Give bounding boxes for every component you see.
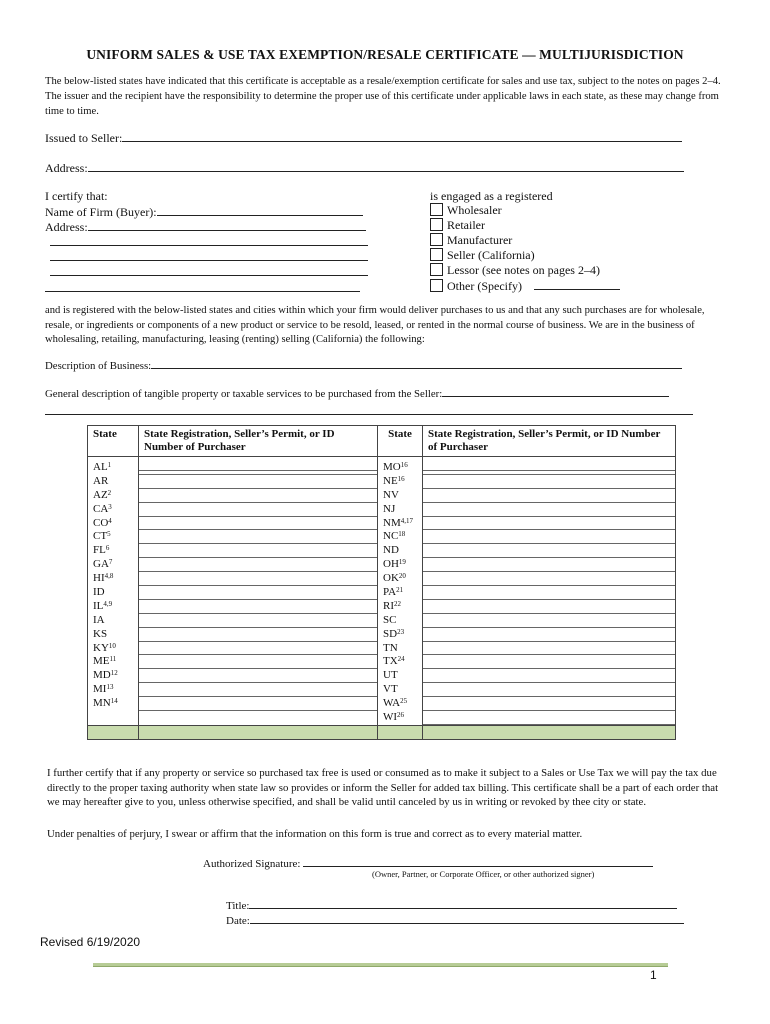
state-wi: WI$^{26}$ <box>383 711 405 724</box>
registration-number-field-ri[interactable] <box>423 600 675 614</box>
registration-number-field-mi[interactable] <box>139 683 377 697</box>
checkbox[interactable] <box>430 233 443 246</box>
state-id: ID <box>93 586 105 599</box>
issued-to-row <box>45 130 682 146</box>
state-co: $CO^4$ <box>93 516 112 529</box>
business-description-label: Description of Business: <box>45 360 152 372</box>
registration-number-field-nd[interactable] <box>423 544 675 558</box>
registration-number-field-tx[interactable] <box>423 655 675 669</box>
footnote-ref: 4,9 <box>103 599 113 608</box>
footer-rule <box>93 963 668 967</box>
page-number: 1 <box>650 968 657 982</box>
state-header: State <box>88 426 139 457</box>
state-mi: MI$^{13}$ <box>93 683 114 696</box>
buyer-address-field[interactable] <box>88 219 366 231</box>
state-ga: $GA^7$ <box>93 558 113 571</box>
registration-number-field-mn[interactable] <box>139 697 377 711</box>
registration-number-field-nm[interactable] <box>423 517 675 531</box>
intro-paragraph: The below-listed states have indicated that this certificate is acceptable as a resale/exemption certificate for sales and use tax, subject to the notes on pages 2–4. The issuer and the recipient have the responsibility to determine the proper use of this certificate under applicable laws in each state, as these may change from time to time. <box>45 76 721 117</box>
state-ar: AR <box>93 474 109 487</box>
registration-header-right: State Registration, Seller’s Permit, or ID Number of Purchaser <box>423 426 676 457</box>
state-nm: NM$^{4,17}$ <box>383 516 413 529</box>
buyer-address-row <box>45 219 366 235</box>
general-description-row <box>45 385 669 400</box>
state-registration-table <box>87 425 676 740</box>
registration-number-field-ks[interactable] <box>139 628 377 642</box>
signature-field[interactable] <box>303 855 653 867</box>
issued-to-field[interactable] <box>122 130 682 142</box>
date-label: Date: <box>226 915 250 927</box>
footnote-ref: 16 <box>400 461 408 469</box>
state-tn: TN <box>383 641 398 654</box>
title-row <box>226 897 677 912</box>
footnote-ref: 19 <box>398 558 406 567</box>
footnote-ref: 11 <box>109 655 117 664</box>
footnote-ref: 25 <box>400 697 408 706</box>
footnote-ref: 16 <box>397 474 405 483</box>
registration-number-field-nc[interactable] <box>423 530 675 544</box>
registration-number-field-ne[interactable] <box>423 475 675 489</box>
state-vt: VT <box>383 683 398 696</box>
footnote-ref: 2 <box>107 488 112 497</box>
state-me: ME$^{11}$ <box>93 655 117 668</box>
state-md: MD$^{12}$ <box>93 669 118 682</box>
registration-number-field-ia[interactable] <box>139 614 377 628</box>
checkbox[interactable] <box>430 203 443 216</box>
footnote-ref: 6 <box>105 544 110 553</box>
certify-label: I certify that: <box>45 189 108 203</box>
left-registration-fields <box>139 457 378 726</box>
state-mn: MN$^{14}$ <box>93 697 118 710</box>
firm-row <box>45 204 363 220</box>
footnote-ref: 4,8 <box>104 572 114 581</box>
registration-number-field-tn[interactable] <box>423 642 675 656</box>
footnote-ref: 12 <box>110 669 118 678</box>
checkbox[interactable] <box>430 279 443 292</box>
checkbox[interactable] <box>430 263 443 276</box>
registration-number-field-ky[interactable] <box>139 642 377 656</box>
state-fl: $FL^6$ <box>93 544 110 557</box>
state-wa: WA$^{25}$ <box>383 697 408 710</box>
registration-number-field-nj[interactable] <box>423 503 675 517</box>
registration-number-field-az[interactable] <box>139 489 377 503</box>
state-pa: PA$^{21}$ <box>383 586 404 599</box>
further-certify-paragraph: I further certify that if any property or service so purchased tax free is used or consumed as to make it subject to a Sales or Use Tax we will pay the tax due directly to the proper taxing authority when state law so provides or inform the Seller for added tax billing. This certificate shall be a part of each order that we may hereafter give to you, unless otherwise specified, and shall be valid until canceled by us in writing or revoked by thee city or state. <box>47 767 719 808</box>
footnote-ref: 5 <box>107 530 111 539</box>
option-seller-california[interactable]: Seller (California) <box>430 248 620 263</box>
registration-number-field-ca[interactable] <box>139 503 377 517</box>
state-ca: $CA^3$ <box>93 502 112 515</box>
issued-to-label: Issued to Seller: <box>45 131 123 145</box>
state-al: $AL^1$ <box>93 461 112 473</box>
registration-number-field-oh[interactable] <box>423 558 675 572</box>
footnote-ref: 13 <box>106 683 114 692</box>
title-field[interactable] <box>249 897 677 909</box>
state-nd: ND <box>383 544 399 557</box>
footnote-ref: 21 <box>396 586 404 595</box>
registration-type-options <box>430 203 620 293</box>
footnote-ref: 3 <box>108 502 112 511</box>
title-label: Title: <box>226 900 250 912</box>
registration-number-field-al[interactable] <box>139 461 377 475</box>
registration-number-field-wa[interactable] <box>423 697 675 711</box>
registration-number-field-co[interactable] <box>139 517 377 531</box>
seller-address-label: Address: <box>45 161 88 175</box>
state-tx: TX$^{24}$ <box>383 655 405 668</box>
option-other[interactable]: Other (Specify) <box>430 278 620 293</box>
checkbox[interactable] <box>430 248 443 261</box>
state-mo: MO$^{16}$ <box>383 461 408 473</box>
state-ut: UT <box>383 669 398 682</box>
state-ks: KS <box>93 627 108 640</box>
registered-paragraph: and is registered with the below-listed states and cities within which your firm would deliver purchases to us and that any such purchases are for wholesale, resale, or ingredients or components of a new product or service to be resold, leased, or rented in the normal course of business. We are in the business of wholesaling, retailing, manufacturing, leasing (renting) selling (California) the following: <box>45 305 705 345</box>
registration-number-field-fl[interactable] <box>139 544 377 558</box>
state-header-right: State <box>378 426 423 457</box>
registration-header: State Registration, Seller’s Permit, or ID Number of Purchaser <box>139 426 378 457</box>
footnote-ref: 26 <box>397 711 405 720</box>
option-wholesaler[interactable]: Wholesaler <box>430 203 620 218</box>
state-ky: KY$^{10}$ <box>93 641 116 654</box>
state-nv: NV <box>383 488 399 501</box>
state-nj: NJ <box>383 502 396 515</box>
footnote-ref: 1 <box>107 461 112 469</box>
state-sc: SC <box>383 613 397 626</box>
registration-number-field-ga[interactable] <box>139 558 377 572</box>
buyer-address-line-4[interactable] <box>50 264 368 276</box>
state-ct: $CT^5$ <box>93 530 111 543</box>
form-title: UNIFORM SALES & USE TAX EXEMPTION/RESALE CERTIFICATE — MULTIJURISDICTION <box>86 47 684 62</box>
state-il: IL$^{4,9}$ <box>93 599 113 612</box>
footnote-ref: 20 <box>398 572 406 581</box>
registration-number-field-vt[interactable] <box>423 683 675 697</box>
footnote-ref: 22 <box>394 599 401 608</box>
footnote-ref: 18 <box>398 530 406 539</box>
signature-label: Authorized Signature: <box>203 858 301 870</box>
state-az: $AZ^2$ <box>93 488 112 501</box>
left-state-list <box>88 457 139 726</box>
registration-number-field-sc[interactable] <box>423 614 675 628</box>
registration-number-field-nv[interactable] <box>423 489 675 503</box>
option-manufacturer[interactable]: Manufacturer <box>430 233 620 248</box>
registration-number-field-hi[interactable] <box>139 572 377 586</box>
footnote-ref: 10 <box>108 641 116 650</box>
table-footer-row <box>88 725 676 739</box>
buyer-address-label: Address: <box>45 220 88 234</box>
state-ia: IA <box>93 613 105 626</box>
footnote-ref: 4 <box>108 516 112 525</box>
firm-label: Name of Firm (Buyer): <box>45 205 157 219</box>
footnote-ref: 24 <box>397 655 405 664</box>
state-sd: SD$^{23}$ <box>383 627 405 640</box>
state-nc: NC$^{18}$ <box>383 530 406 543</box>
other-specify-field[interactable] <box>534 278 620 290</box>
registration-number-field-ut[interactable] <box>423 669 675 683</box>
option-lessor[interactable]: Lessor (see notes on pages 2–4) <box>430 263 620 278</box>
footnote-ref: 4,17 <box>400 516 413 525</box>
registration-number-field-md[interactable] <box>139 669 377 683</box>
revised-date: Revised 6/19/2020 <box>40 935 141 949</box>
general-description-field[interactable] <box>442 385 669 397</box>
buyer-address-line-5[interactable] <box>45 280 360 292</box>
registration-number-field-sd[interactable] <box>423 628 675 642</box>
business-description-row <box>45 357 682 372</box>
footnote-ref: 7 <box>108 558 113 567</box>
state-oh: OH$^{19}$ <box>383 558 406 571</box>
registration-number-field-mo[interactable] <box>423 461 675 475</box>
state-ne: NE$^{16}$ <box>383 474 405 487</box>
option-retailer[interactable]: Retailer <box>430 218 620 233</box>
registration-number-field-id[interactable] <box>139 586 377 600</box>
registration-number-field-me[interactable] <box>139 655 377 669</box>
business-description-field[interactable] <box>151 357 682 369</box>
registration-number-field-wi[interactable] <box>423 711 675 725</box>
signature-note: (Owner, Partner, or Corporate Officer, or other authorized signer) <box>372 869 595 879</box>
checkbox[interactable] <box>430 218 443 231</box>
buyer-address-line-3[interactable] <box>50 249 368 261</box>
registration-number-field-ok[interactable] <box>423 572 675 586</box>
seller-address-row <box>45 160 684 176</box>
state-hi: HI$^{4,8}$ <box>93 572 114 585</box>
right-state-list <box>378 457 423 726</box>
buyer-address-line-2[interactable] <box>50 234 368 246</box>
state-ok: OK$^{20}$ <box>383 572 406 585</box>
signature-row <box>203 855 653 870</box>
registration-number-field-il[interactable] <box>139 600 377 614</box>
state-ri: RI$^{22}$ <box>383 599 401 612</box>
general-description-line-2[interactable] <box>45 405 693 415</box>
seller-address-field[interactable] <box>88 160 684 172</box>
registration-number-field-pa[interactable] <box>423 586 675 600</box>
right-registration-fields <box>423 457 676 726</box>
engaged-label: is engaged as a registered <box>430 189 553 203</box>
date-field[interactable] <box>250 912 684 924</box>
firm-name-field[interactable] <box>157 204 363 216</box>
footnote-ref: 23 <box>397 627 405 636</box>
registration-number-field-ct[interactable] <box>139 530 377 544</box>
general-description-label: General description of tangible property or taxable services to be purchased from the Seller: <box>45 388 443 400</box>
date-row <box>226 912 684 927</box>
perjury-statement: Under penalties of perjury, I swear or affirm that the information on this form is true and correct as to every material matter. <box>47 828 583 840</box>
footnote-ref: 14 <box>110 697 118 706</box>
registration-number-field-ar[interactable] <box>139 475 377 489</box>
